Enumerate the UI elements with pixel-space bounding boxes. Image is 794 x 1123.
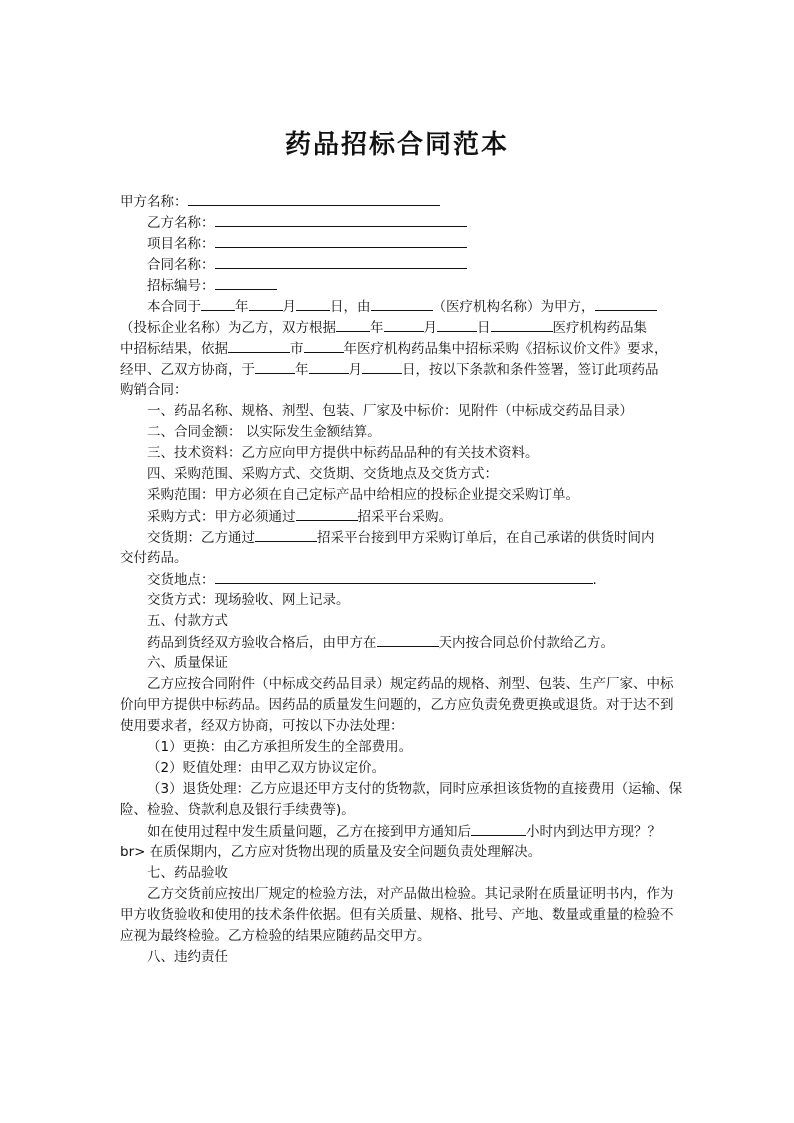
quality-item-2: （2）贬值处理：由甲乙双方协议定价。 — [147, 760, 386, 776]
blank-line — [201, 296, 235, 311]
intro-text: 市 — [290, 341, 304, 357]
delivery-period-cont: 交付药品。 — [120, 550, 188, 566]
clause-2: 二、合同金额： 以实际发生金额结算。 — [147, 424, 381, 440]
intro-text: 日 — [477, 320, 491, 336]
intro-text: 年医疗机构药品集中招标采购《招标议价文件》要求， — [343, 341, 668, 357]
blank-line — [309, 359, 349, 374]
field-party-b — [120, 212, 686, 233]
contract-body — [120, 191, 686, 968]
blank-line — [304, 338, 344, 353]
clause-text: 采购方式：甲方必须通过 — [147, 509, 296, 525]
acceptance-paragraph: 乙方交货前应按出厂规定的检验方法，对产品做出检验。其记录附在质量证明书内，作为甲方收货验收和使用的技术条件依据。但有关质量、规格、批号、产地、数量或重量的检验不应视为最终检验。乙方检验的结果应随药品交甲方。 — [120, 886, 674, 944]
quality-item-3: （3）退货处理：乙方应退还甲方支付的货物款，同时应承担该货物的直接费用（运输、保险、检验、贷款利息及银行手续费等)。 — [120, 781, 683, 818]
blank-line — [296, 296, 330, 311]
purchase-method — [120, 506, 686, 527]
intro-text: 月 — [348, 362, 362, 378]
intro-text: （医疗机构名称）为甲方， — [432, 299, 595, 315]
intro-text: 月 — [423, 320, 437, 336]
clause-text: 如在使用过程中发生质量问题，乙方在接到甲方通知后 — [147, 824, 471, 840]
clause-8: 八、违约责任 — [147, 949, 228, 965]
clause-6: 六、质量保证 — [147, 655, 228, 671]
intro-line-5 — [120, 380, 686, 401]
blank-line — [255, 527, 317, 542]
quality-notice — [120, 821, 686, 842]
quality-paragraph: 乙方应按合同附件（中标成交药品目录）规定药品的规格、剂型、包装、生产厂家、中标价向甲方提供中标药品。因药品的质量发生问题的，乙方应负责免费更换或退货。对于达不到使用要求者，经双方协商，可按以下办法处理： — [120, 676, 674, 734]
document-title: 药品招标合同范本 — [284, 130, 509, 160]
quality-warranty: br> 在质保期内，乙方应对货物出现的质量及安全问题负责处理解决。 — [120, 844, 542, 860]
clause-text: 天内按合同总价付款给乙方。 — [438, 635, 614, 651]
intro-text: 医疗机构药品集 — [552, 320, 647, 336]
intro-text: 本合同于 — [147, 299, 201, 315]
field-bid-no — [120, 275, 686, 296]
field-contract — [120, 254, 686, 275]
intro-line-1 — [120, 296, 686, 317]
delivery-period — [120, 527, 686, 548]
intro-text: 月 — [282, 299, 296, 315]
intro-text: 购销合同： — [120, 382, 188, 398]
blank-line — [362, 359, 402, 374]
purchase-scope: 采购范围：甲方必须在自己定标产品中给相应的投标企业提交采购订单。 — [147, 487, 579, 503]
blank-line — [471, 821, 526, 836]
blank-line — [371, 296, 433, 311]
clause-text: 招采平台采购。 — [357, 509, 452, 525]
clause-3: 三、技术资料：乙方应向甲方提供中标药品品种的有关技术资料。 — [147, 445, 539, 461]
intro-text: 日，由 — [330, 299, 371, 315]
blank-line — [377, 632, 439, 647]
clause-text: 招采平台接到甲方采购订单后，在自己承诺的供货时间内 — [317, 530, 655, 546]
clause-text: 交货期：乙方通过 — [147, 530, 255, 546]
intro-text: 年 — [370, 320, 384, 336]
blank-line — [437, 317, 477, 332]
field-label: 招标编号： — [147, 278, 215, 294]
clause-text: 药品到货经双方验收合格后，由甲方在 — [147, 635, 377, 651]
intro-text: 年 — [295, 362, 309, 378]
intro-text: （投标企业名称）为乙方，双方根据 — [120, 320, 336, 336]
blank-line — [228, 338, 290, 353]
field-party-a — [120, 191, 686, 212]
intro-text: 中招标结果，依据 — [120, 341, 228, 357]
blank-line — [215, 275, 277, 290]
clause-7: 七、药品验收 — [147, 865, 228, 881]
blank-line — [296, 506, 358, 521]
clause-1: 一、药品名称、规格、剂型、包装、厂家及中标价：见附件（中标成交药品目录） — [147, 403, 633, 419]
intro-line-4 — [120, 359, 686, 380]
blank-line — [249, 296, 283, 311]
clause-4: 四、采购范围、采购方式、交货期、交货地点及交货方式： — [147, 466, 498, 482]
intro-line-3 — [120, 338, 686, 359]
clause-text: 交货地点： — [147, 572, 215, 588]
field-label: 甲方名称： — [120, 194, 188, 210]
blank-line — [491, 317, 553, 332]
field-label: 乙方名称： — [147, 215, 215, 231]
field-project — [120, 233, 686, 254]
blank-line — [215, 212, 467, 227]
intro-text: 年 — [235, 299, 249, 315]
blank-line — [336, 317, 370, 332]
intro-text: 经甲、乙双方协商，于 — [120, 362, 255, 378]
delivery-mode: 交货方式：现场验收、网上记录。 — [147, 592, 350, 608]
clause-text: . — [592, 572, 597, 588]
clause-text: 小时内到达甲方现？？ — [526, 824, 661, 840]
blank-line — [384, 317, 424, 332]
field-label: 项目名称： — [147, 236, 215, 252]
blank-line — [595, 296, 657, 311]
delivery-place — [120, 569, 686, 590]
blank-line — [215, 233, 467, 248]
blank-line — [215, 569, 593, 584]
clause-5: 五、付款方式 — [147, 613, 228, 629]
intro-line-2 — [120, 317, 686, 338]
blank-line — [188, 191, 440, 206]
intro-text: 日，按以下条款和条件签署，签订此项药品 — [402, 362, 659, 378]
blank-line — [215, 254, 467, 269]
field-label: 合同名称： — [147, 257, 215, 273]
quality-item-1: （1）更换：由乙方承担所发生的全部费用。 — [147, 739, 413, 755]
blank-line — [255, 359, 295, 374]
payment-terms — [120, 632, 686, 653]
